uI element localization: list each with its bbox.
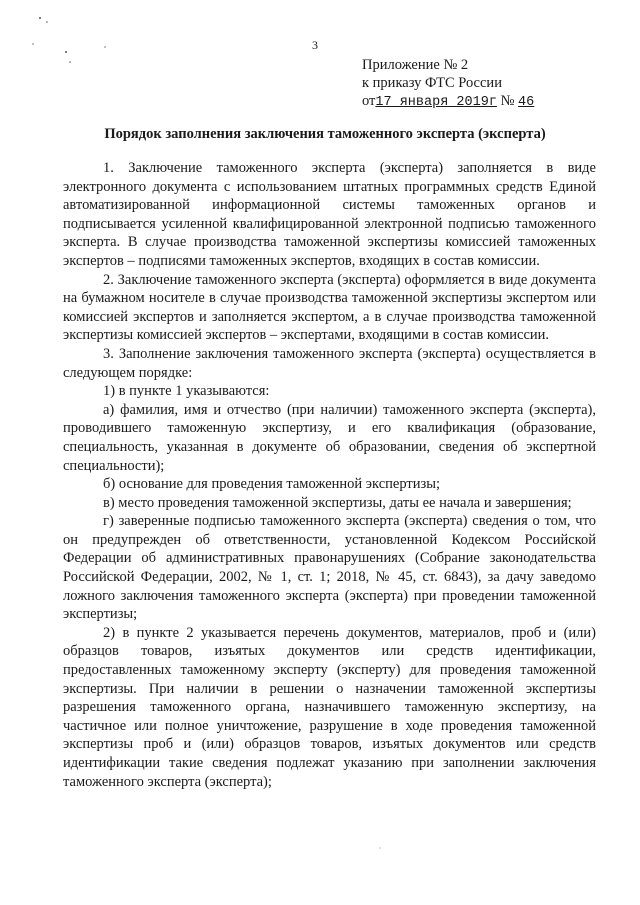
subitem-1b: б) основание для проведения таможенной экспертизы; xyxy=(103,476,440,493)
appendix-number: Приложение № 2 xyxy=(362,57,469,73)
order-number: 46 xyxy=(518,95,535,110)
appendix-header xyxy=(362,56,534,112)
subitem-1g: г) заверенные подписью таможенного эксперта (эксперта) сведения о том, что он предупрежден об ответственности, установленной Кодексом Российской Федерации об административных правонарушениях (Собрание законодательства Российской Федерации, 2002, № 1, ст. 1; 2018, № 45, ст. 6843), за дачу заведомо ложного заключения таможенного эксперта (эксперта) при проведении таможенной экспертизы; xyxy=(63,513,596,623)
appendix-order: к приказу ФТС России xyxy=(362,75,502,91)
document-body xyxy=(63,159,596,791)
subitem-1a: а) фамилия, имя и отчество (при наличии) таможенного эксперта (эксперта), проводившего таможенную экспертизу, и его квалификация (образование, специальность, указанная в документе об образовании, сведения об экспертной специальности); xyxy=(63,401,596,474)
number-sign: № xyxy=(500,93,515,109)
paragraph-2: 2. Заключение таможенного эксперта (эксперта) оформляется в виде документа на бумажном носителе в случае производства таможенной экспертизы экспертом или комиссией экспертов и заполняется экспертом, а в случае производства таможенной экспертизы комиссией экспертов – экспертами, входящими в состав комиссии. xyxy=(63,271,596,344)
document-title: Порядок заполнения заключения таможенного эксперта (эксперта) xyxy=(104,126,546,142)
subitem-1: 1) в пункте 1 указываются: xyxy=(103,383,270,400)
paragraph-3: 3. Заполнение заключения таможенного эксперта (эксперта) осуществляется в следующем порядке: xyxy=(63,345,596,381)
order-date: 17 января 2019г xyxy=(375,95,497,110)
paragraph-1: 1. Заключение таможенного эксперта (эксперта) заполняется в виде электронного документа с использованием штатных программных средств Единой автоматизированной информационной системы таможенных органов и подписывается усиленной квалифицированной электронной подписью таможенного эксперта. В случае производства таможенной экспертизы комиссией таможенных экспертов – подписями таможенных экспертов, входящих в состав комиссии. xyxy=(63,160,596,269)
page-number: 3 xyxy=(312,38,318,52)
subitem-1v: в) место проведения таможенной экспертизы, даты ее начала и завершения; xyxy=(103,494,572,511)
date-prefix: от xyxy=(362,93,376,109)
subitem-2: 2) в пункте 2 указывается перечень документов, материалов, проб и (или) образцов товаров, изъятых документов или средств идентификации, предоставленных таможенному эксперту (эксперту) для проведения таможенной экспертизы. При наличии в решении о назначении таможенной экспертизы разрешения таможенного органа, назначившего таможенную экспертизу, на частичное или полное уничтожение, разрушение в ходе проведения таможенной экспертизы проб и (или) образцов товаров, изъятых документов или средств идентификации такие сведения подлежат указанию при заполнении заключения таможенного эксперта (эксперта); xyxy=(63,624,596,790)
appendix-date-line xyxy=(362,92,534,112)
